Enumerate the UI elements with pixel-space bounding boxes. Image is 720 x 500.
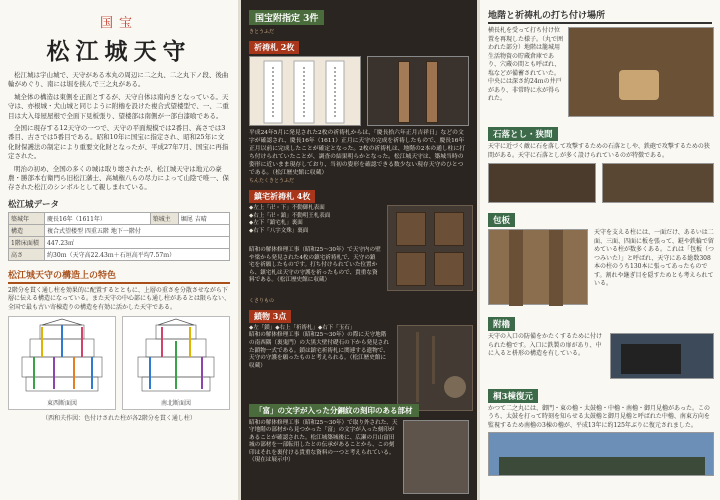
list-item: ◆右上「卍・鎮」不動明王札表面: [249, 212, 331, 219]
tablet-photo: [367, 56, 469, 126]
pillar-photo: [488, 229, 588, 305]
table-row: [9, 224, 230, 236]
list-item: ◆左「鎖」◆右上「祈祷札」◆右下「玉石」: [249, 324, 356, 331]
basement-photo: [568, 27, 714, 117]
chintaku-list: [249, 205, 333, 235]
well-shape: [619, 70, 659, 100]
table-cell: 築城年: [9, 212, 45, 224]
restoration-text: かつて二之丸には、御門・東の櫓・太鼓櫓・中櫓・南櫓・御月見櫓があった。このうち、太鼓を打って時刻を知らせる太鼓櫓と御月見櫓と呼ばれた中櫓、南東方向を監視するため南櫓の3棟の櫓が、平成13年に約125年ぶりに復元されました。: [488, 405, 710, 429]
restoration-heading: 桐3棟復元: [488, 389, 538, 403]
prayer-tablets-row: [249, 56, 469, 126]
intro-paragraph-2: 城全体の構造は東側を正面とするが、天守自体は南向きとなっている。天守は、亦根城・犬山城と同じように附櫓を設けた複合式望楼型で、一、二重目は大入母屋屋根で全面下見板張り、望楼部は南側が一部白漆喰である。: [8, 92, 229, 120]
left-panel: [0, 0, 238, 500]
middle-panel: [241, 0, 477, 500]
turret-silhouette: [499, 457, 705, 475]
attached-turret-section: [488, 333, 712, 381]
chintaku-text: 昭和の解体修理工事（昭和25〜30年）で天守内の壁や梁から発見された4枚の鎮宅祈祷札で、天守の鎮宅を祈願したものです。打ち付けられていた位置から、鎮宅札は天守の守護を祈ったもので、貴重な資料である。（松江歴史館に収蔵）: [249, 247, 381, 284]
stone-drop-text: 天守に近づく敵に石を落して攻撃するための石落としや、鉄砲で攻撃するための狭間がある。天守に石落としが多く設けられているのが特徴である。: [488, 143, 710, 159]
tablet-inscription-image: [249, 56, 361, 126]
stone-item: [444, 376, 466, 398]
table-cell: 約30ｍ（天守高22.43ｍ＋石垣高平均7.57ｍ）: [45, 248, 230, 260]
table-cell: 慶長16年（1611年）: [45, 212, 151, 224]
tag-ruby: ちんたくきとうふだ: [249, 178, 295, 184]
wrapping-board-section: [488, 229, 715, 309]
stone-drop-photo: [488, 163, 596, 203]
table-cell: 堀尾 吉晴: [178, 212, 229, 224]
prayer-tablet-text: 平成24年5月に発見された2枚の祈祷札からは、「慶長拾六年正月吉祥日」などの文字が確認され、慶長16年（1611）正月に天守の完成を祈祷したもので、慶長16年正月以前に完成したことが確定となった。2枚の祈祷札は、地階の2本の通し柱に打ち付けられていたことが、調査の結果明らかとなった。松江城天守は、築城当時の姿形に近いまま現存しており、当初の姿形を確認できる数少ない現存天守のひとつである。（松江歴史館に収蔵）: [249, 130, 466, 176]
restored-turrets-photo: [488, 432, 714, 476]
table-cell: 複合式望楼型 四重五階 地下一階付: [45, 224, 230, 236]
tag-ruby: くさりもの: [249, 297, 275, 304]
intro-paragraph-1: 松江城は宇山城で、天守がある本丸の周辺に二之丸、二之丸下ノ段、後曲輪がめぐり、南には堀を挟んで三之丸がある。: [8, 71, 229, 89]
tablet-plank: [396, 212, 426, 246]
east-west-caption: 東西断面図: [46, 400, 77, 408]
list-item: ◆右下「八字文殊」裏面: [249, 227, 309, 234]
tablet-plank: [434, 212, 464, 246]
national-treasure-label: 国宝: [99, 16, 138, 31]
loophole-photo: [602, 163, 714, 203]
iron-items-row: [249, 325, 469, 385]
turret-shape: [621, 344, 681, 374]
engraving-body: [249, 420, 469, 494]
list-item: ◆左上「卍・下」不動御札表面: [249, 205, 325, 211]
tablet-plank: [434, 252, 464, 286]
structure-heading: 松江城天守の構造上の特色: [8, 268, 230, 284]
table-cell: 構造: [9, 224, 45, 236]
attached-turret-text: 天守の入口の防備をかたくするために付けられた櫓です。入口に鉄製の扉があり、中に入ると枡形の構造を有している。: [488, 333, 603, 357]
iron-items-tag: 鎖物 3点: [249, 310, 291, 323]
iron-nail: [416, 332, 419, 402]
engraving-text: 昭和の解体修理工事（昭和25〜30年）で取り外された、天守地階の部材から見つかった「富」の文字が入った刻印があることが確認された。松江城築城後に、広瀬の月山富田城の部材を一部転用したとの伝承があることから、この刻印はそれを裏付ける貴重な資料の一つと考えられている。（現在は展示中）: [249, 420, 398, 464]
table-row: [9, 212, 230, 224]
tag-ruby: きとうふだ: [249, 29, 275, 35]
tablet-plank: [396, 252, 426, 286]
diagram-note: （西和夫作図：色付けされた柱が各2階分を貫く通し柱）: [42, 415, 196, 423]
castle-data-table: [8, 212, 230, 261]
table-cell: 高さ: [9, 248, 45, 260]
right-panel: [480, 0, 720, 500]
page-title: 松江城天守: [46, 38, 192, 65]
north-south-section-diagram: [122, 316, 230, 410]
chintaku-row: [249, 205, 469, 293]
tablet-plank: [398, 61, 410, 123]
iron-items-text-block: [249, 325, 391, 370]
attached-turret-heading: 附櫓: [488, 317, 515, 331]
engraving-section: [249, 398, 469, 494]
stone-drop-heading: 石落とし・狭間: [488, 127, 558, 141]
table-cell: 築城主: [150, 212, 178, 224]
north-south-caption: 南北断面図: [160, 400, 191, 408]
castle-data-heading: 松江城データ: [8, 199, 60, 210]
table-cell: 447.23㎡: [45, 236, 230, 248]
wrapping-board-heading: 包板: [488, 213, 515, 227]
pillar-shape: [509, 230, 523, 306]
pillar-shape: [549, 230, 563, 306]
structure-text: 2階分を貫く通し柱を効果的に配置するとともに、上層の重さを分散させながら下層に伝える構造になっている。また天守の中心部にも通し柱があるとは限らない、全国で最も古い寄棟造りの構造を有効に活かした天守である。: [8, 286, 231, 311]
iron-nail: [432, 336, 435, 384]
engraving-photo: [403, 420, 469, 494]
tablet-plank: [426, 61, 438, 123]
east-west-section-diagram: [8, 316, 116, 410]
chintaku-photo: [387, 205, 473, 291]
prayer-tablet-tag: 祈祷札 2枚: [249, 41, 299, 54]
intro-paragraph-3: 全国に現存する12天守の一つで、天守の平面規模では2番目、高さでは3番目、古さでは5番目である。昭和10年に国宝に指定され、昭和25年に文化財保護法の制定により重要文化財となったが、平成27年7月、国宝に再指定された。: [8, 124, 229, 161]
intro-paragraph-4: 明治の初め、全国の多くの城は取り壊されたが、松江城天守は地元の豪農・勝部本右衛門ら旧松江藩士、高城権八らの尽力によって山陰で唯一、保存された松江のシンボルとして親しまれている。: [8, 164, 229, 192]
table-cell: 1階床面積: [9, 236, 45, 248]
section-drawing: [9, 317, 115, 397]
basement-heading: 地階と祈祷札の打ち付け場所: [488, 8, 712, 24]
cross-section-diagrams: [8, 316, 230, 410]
turret-photo: [610, 333, 714, 379]
tablet-drawing: [250, 57, 362, 127]
engraving-heading: 「富」の文字が入った分銅紋の刻印のある部材: [249, 404, 419, 417]
attached-designation-heading: 国宝附指定 3件: [249, 10, 324, 25]
iron-items-text: 昭和の解体修理工事（昭和25〜30年）の際に天守地階の南西隅（裏鬼門）の大黒大壁付礎石の下から発見された鎖物一式である。鎖は鎮宅祈祷札に関連する遺物で、天守の守護を願ったものと考えられる。（松江歴史館に収蔵）: [249, 332, 389, 369]
basement-section: [488, 27, 712, 119]
table-row: [9, 248, 230, 260]
table-row: [9, 236, 230, 248]
chintaku-tablet-tag: 鎮宅祈祷札 4枚: [249, 190, 315, 203]
basement-text: 横長札を受って打ち付け位置を再現した様子。（丸で囲われた部分）地階は籠城用生活物資の貯蔵倉庫であり、穴蔵の間とも呼ばれ、塩などが備蓄されていた。中央には深さ約24ｍの井戸があり、非常時に水が得られた。: [488, 27, 564, 102]
list-item: ◆左下「鎮宅札」裏面: [249, 220, 303, 226]
stone-drop-section: [488, 143, 712, 205]
wrapping-board-text: 天守を支える柱には、一面だけ、あるいは二面、三面、四面に板を張って、鎹や鉄輪で留めている柱が数多くある。これは「包板（つつみいた）」と呼ばれ、天守にある総数308本の柱のうち130本に張ってあったものです。割れや継ぎ目を隠すためとも考えられている。: [594, 229, 715, 287]
section-drawing: [123, 317, 229, 397]
